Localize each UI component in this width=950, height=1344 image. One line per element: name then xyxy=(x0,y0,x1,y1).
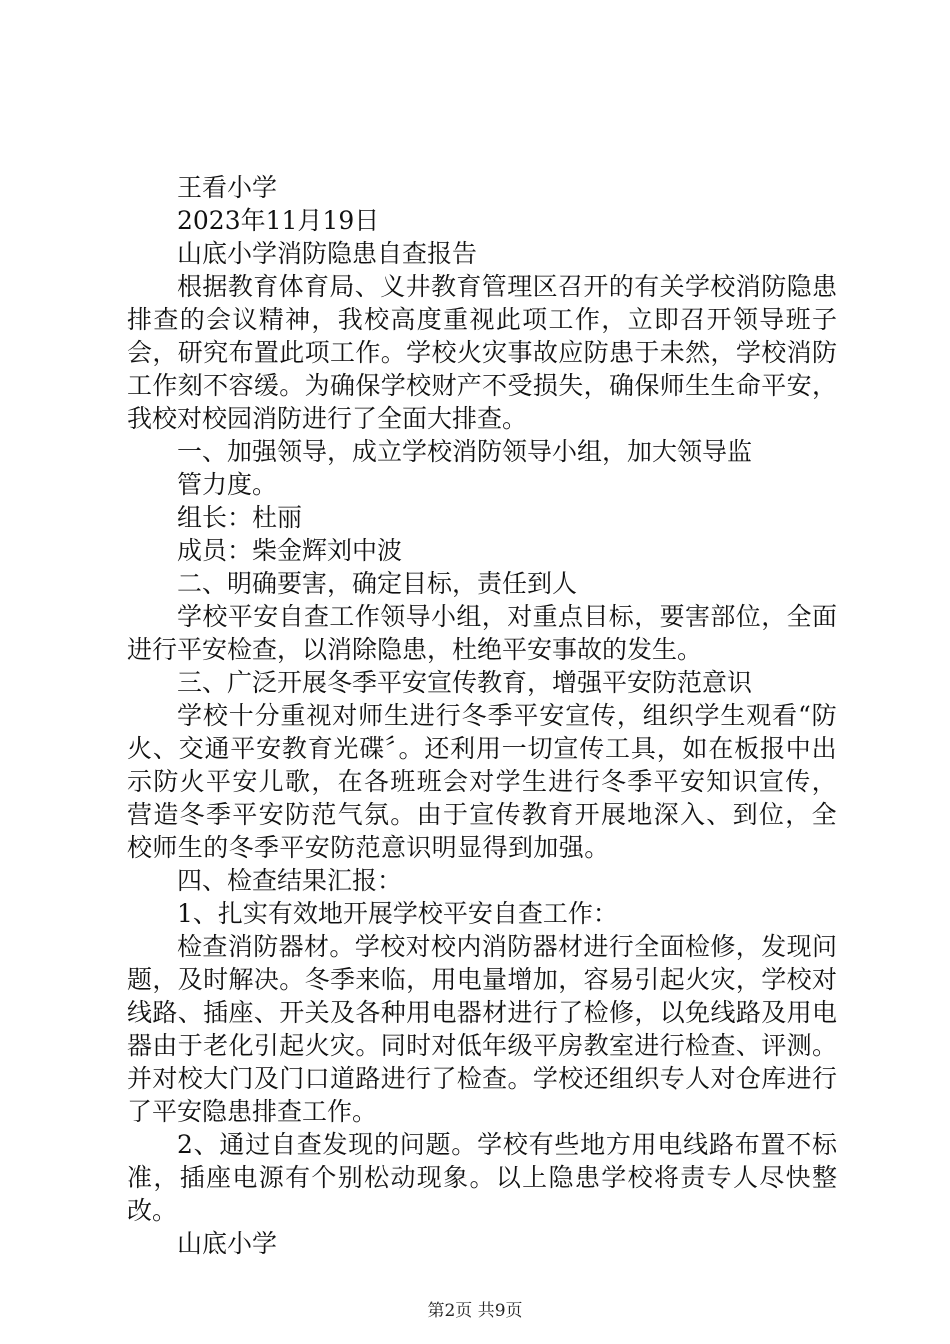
section-2-paragraph: 学校平安自查工作领导小组，对重点目标，要害部位，全面进行平安检查，以消除隐患，杜绝平安事故的发生。 xyxy=(127,602,837,664)
team-leader-line: 组长：杜丽 xyxy=(177,503,303,532)
section-2-heading: 二、明确要害，确定目标，责任到人 xyxy=(177,569,578,598)
item-1-heading: 1、扎实有效地开展学校平安自查工作： xyxy=(177,899,618,928)
document-body xyxy=(127,171,837,1260)
date-line: 2023年11月19日 xyxy=(177,206,380,235)
closing-school-name: 山底小学 xyxy=(177,1229,278,1258)
section-1-heading: 一、加强领导，成立学校消防领导小组，加大领导监 xyxy=(177,437,753,466)
page-number-footer: 第2页 共9页 xyxy=(427,1301,523,1321)
team-members-line: 成员：柴金辉刘中波 xyxy=(177,536,403,565)
section-1-heading-continued: 管力度。 xyxy=(177,470,278,499)
school-name-signature: 王看小学 xyxy=(177,173,278,202)
report-title: 山底小学消防隐患自查报告 xyxy=(177,239,478,268)
intro-paragraph: 根据教育体育局、义井教育管理区召开的有关学校消防隐患排查的会议精神，我校高度重视此项工作，立即召开领导班子会，研究布置此项工作。学校火灾事故应防患于未然，学校消防工作刻不容缓。为确保学校财产不受损失，确保师生生命平安，我校对校园消防进行了全面大排查。 xyxy=(127,272,837,433)
section-3-paragraph: 学校十分重视对师生进行冬季平安宣传，组织学生观看“防火、交通平安教育光碟〞。还利用一切宣传工具，如在板报中出示防火平安儿歌，在各班班会对学生进行冬季平安知识宣传，营造冬季平安防范气氛。由于宣传教育开展地深入、到位，全校师生的冬季平安防范意识明显得到加强。 xyxy=(127,701,837,862)
section-4-heading: 四、检查结果汇报： xyxy=(177,866,403,895)
section-3-heading: 三、广泛开展冬季平安宣传教育，增强平安防范意识 xyxy=(177,668,753,697)
item-1-paragraph: 检查消防器材。学校对校内消防器材进行全面检修，发现问题，及时解决。冬季来临，用电量增加，容易引起火灾，学校对线路、插座、开关及各种用电器材进行了检修，以免线路及用电器由于老化引起火灾。同时对低年级平房教室进行检查、评测。并对校大门及门口道路进行了检查。学校还组织专人对仓库进行了平安隐患排查工作。 xyxy=(127,932,837,1126)
item-2-paragraph: 2、通过自查发现的问题。学校有些地方用电线路布置不标准，插座电源有个别松动现象。以上隐患学校将责专人尽快整改。 xyxy=(127,1130,837,1225)
